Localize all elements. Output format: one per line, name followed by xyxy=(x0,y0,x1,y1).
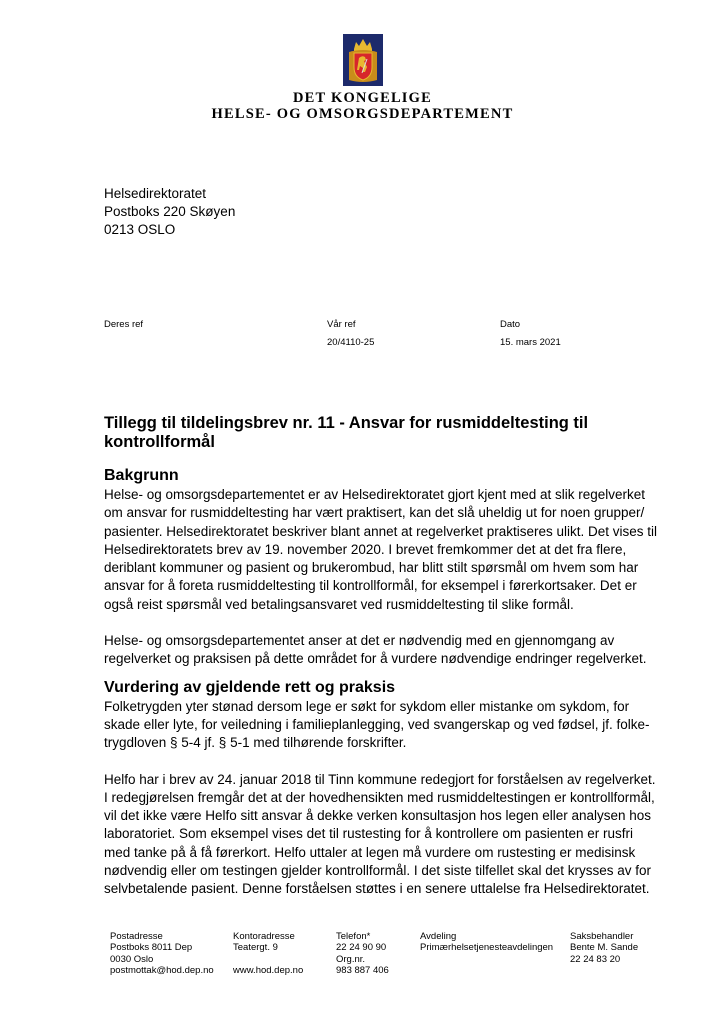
footer-line: 22 24 83 20 xyxy=(570,953,621,965)
text-line: Helsedirektoratets brev av 19. november 2020. I brevet fremkommer det at det fra flere, xyxy=(104,541,627,557)
deres-ref-label: Deres ref xyxy=(104,319,144,330)
var-ref-label: Vår ref xyxy=(327,319,356,330)
footer-label: Avdeling xyxy=(420,931,457,942)
paragraph xyxy=(104,771,664,899)
section-heading-vurdering: Vurdering av gjeldende rett og praksis xyxy=(104,678,396,696)
text-line: Helse- og omsorgsdepartementet er av Helsedirektoratet gjort kjent med at slik regelverket xyxy=(104,487,645,502)
text-line: nødvendig eller om testingen gjelder kontrollformål. I det siste tilfellet skal det krysses av for xyxy=(104,863,651,879)
paragraph xyxy=(104,698,664,753)
footer-email-link[interactable]: postmottak@hod.dep.no xyxy=(110,964,214,976)
text-line: også reist spørsmål ved betalingsansvaret ved rusmiddeltesting til slike formål. xyxy=(104,596,574,612)
text-line: regelverket og praksisen på dette området for å vurdere nødvendige endringer regelverket. xyxy=(104,651,647,667)
footer-line: Postboks 8011 Dep xyxy=(110,942,193,954)
footer-line: 22 24 90 90 xyxy=(336,942,387,954)
footer-saksbehandler xyxy=(570,931,638,965)
footer-line: Teatergt. 9 xyxy=(233,942,278,954)
text-line: vil det ikke være Helfo sitt ansvar å dekke verken konsultasjon hos legen eller analysen hos xyxy=(104,808,652,824)
text-line: ansvar for å foreta rusmiddeltesting til kontrollformål, for eksempel i førerkortsaker. Det er xyxy=(104,578,637,594)
footer-avdeling xyxy=(420,931,553,954)
text-line: Folketrygden yter stønad dersom lege er søkt for sykdom eller mistanke om sykdom, for xyxy=(104,698,630,714)
var-ref-block xyxy=(327,319,374,349)
dato-value: 15. mars 2021 xyxy=(500,337,561,348)
footer-label: Saksbehandler xyxy=(570,931,634,942)
text-line: selvbetalende pasient. Denne forståelsen støttes i en senere uttalelse fra Helsedirektoratet. xyxy=(104,881,650,897)
footer-label: Telefon* xyxy=(336,931,371,942)
text-line: skade eller lyte, for veiledning i familieplanlegging, ved svangerskap og ved fødsel, jf. folke- xyxy=(104,716,650,732)
royal-coat-of-arms-icon xyxy=(343,34,383,86)
text-line: pasienter. Helsedirektoratet beskriver blant annet at regelverket praktiseres ulikt. Det vises til xyxy=(104,523,658,539)
footer-line: Primærhelsetjenesteavdelingen xyxy=(420,942,554,954)
recipient-line: 0213 OSLO xyxy=(104,222,176,237)
footer-line: 983 887 406 xyxy=(336,964,389,976)
footer-website-link[interactable]: www.hod.dep.no xyxy=(233,964,304,976)
footer-line: 0030 Oslo xyxy=(110,953,154,965)
recipient-line: Helsedirektoratet xyxy=(104,186,207,201)
text-line: trygdloven § 5-4 jf. § 5-1 med tilhørende forskrifter. xyxy=(104,735,407,751)
dato-block xyxy=(500,319,561,349)
text-line: med tanke på å få førerkort. Helfo uttaler at legen må vurdere om rustesting er medisinsk xyxy=(104,844,636,860)
footer-label: Postadresse xyxy=(110,931,163,942)
paragraph xyxy=(104,632,664,669)
recipient-address xyxy=(104,185,235,239)
deres-ref-block xyxy=(104,319,143,337)
footer-line: Org.nr. xyxy=(336,953,366,965)
letter-body xyxy=(104,414,664,899)
text-line: om ansvar for rusmiddeltesting har vært praktisert, kan det slå uheldig ut for noen grupper/ xyxy=(104,505,645,521)
var-ref-value: 20/4110-25 xyxy=(327,337,375,348)
footer-label: Kontoradresse xyxy=(233,931,295,942)
recipient-line: Postboks 220 Skøyen xyxy=(104,204,236,219)
department-name-line1: DET KONGELIGE xyxy=(292,90,433,106)
text-line: laboratoriet. Som eksempel vises det til rustesting for å kontrollere om pasienten er rusfri xyxy=(104,826,633,842)
footer-telefon xyxy=(336,931,389,976)
text-line: Helse- og omsorgsdepartementet anser at det er nødvendig med en gjennomgang av xyxy=(104,633,615,649)
department-name-line2: HELSE- OG OMSORGSDEPARTEMENT xyxy=(211,106,514,122)
dato-label: Dato xyxy=(500,319,521,330)
paragraph xyxy=(104,486,664,614)
footer-line xyxy=(233,954,303,965)
text-line: Helfo har i brev av 24. januar 2018 til Tinn kommune redegjort for forståelsen av regelverket. xyxy=(104,771,656,787)
footer-postadresse xyxy=(110,931,214,976)
footer-kontoradresse xyxy=(233,931,303,976)
text-line: deriblant kommuner og pasient og brukerombud, har blitt stilt spørsmål om hvem som har xyxy=(104,560,639,576)
text-line: I redegjørelsen fremgår det at der hovedhensikten med rusmiddeltestingen er kontrollformål, xyxy=(104,789,655,805)
section-heading-bakgrunn: Bakgrunn xyxy=(104,467,179,484)
letter-title: Tillegg til tildelingsbrev nr. 11 - Ansvar for rusmiddeltesting til kontrollformål xyxy=(104,414,589,451)
letterhead xyxy=(0,34,725,122)
footer-line: Bente M. Sande xyxy=(570,942,639,954)
